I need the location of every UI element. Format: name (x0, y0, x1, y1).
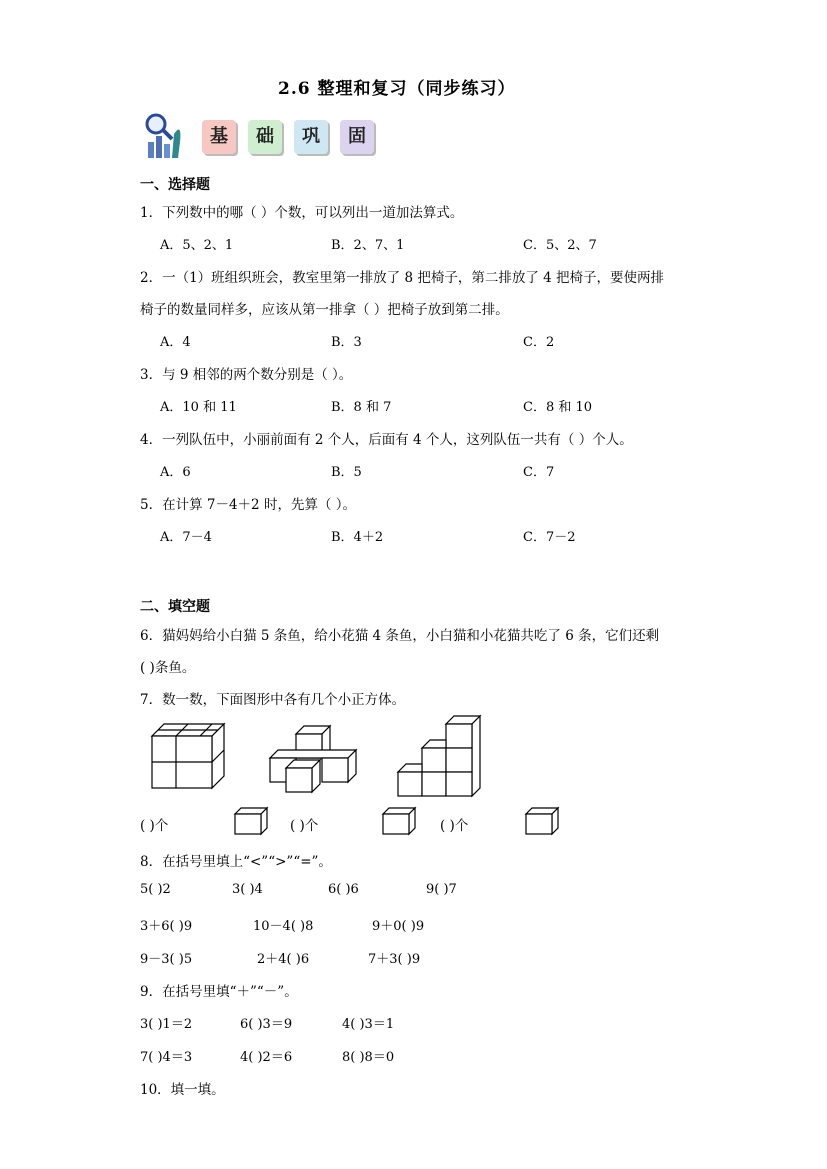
q8-item[interactable]: 6( )6 (328, 882, 359, 897)
question-7: 7．数一数，下面图形中各有几个小正方体。 (140, 692, 406, 708)
q1-option-b: B．2、7、1 (331, 238, 405, 253)
q8-item[interactable]: 9－3( )5 (140, 952, 193, 967)
q8-item[interactable]: 7＋3( )9 (368, 952, 421, 967)
cube-figure-2 (270, 726, 356, 792)
cube-figure-3 (398, 716, 480, 796)
q8-item[interactable]: 9( )7 (426, 882, 457, 897)
section-banner (140, 112, 400, 162)
q9-item[interactable]: 4( )2＝6 (240, 1050, 293, 1065)
banner-char-2: 础 (248, 120, 282, 154)
small-cube-icon (524, 806, 562, 836)
question-2-line2: 椅子的数量同样多，应该从第一排拿（ ）把椅子放到第二排。 (140, 302, 509, 318)
question-6-line2: ( )条鱼。 (140, 660, 196, 676)
q9-item[interactable]: 6( )3＝9 (240, 1017, 293, 1032)
question-9: 9．在括号里填“＋”“－”。 (140, 984, 298, 1000)
question-10: 10．填一填。 (140, 1082, 225, 1098)
section-heading-fill: 二、填空题 (140, 599, 210, 615)
q7-blank-2[interactable]: ( )个 (290, 818, 319, 834)
q8-item[interactable]: 5( )2 (140, 882, 171, 897)
q2-option-b: B．3 (331, 335, 362, 350)
q9-item[interactable]: 8( )8＝0 (342, 1050, 395, 1065)
q3-option-a: A．10 和 11 (160, 400, 237, 415)
question-5: 5．在计算 7－4＋2 时，先算（ ）。 (140, 497, 356, 513)
q5-option-c: C．7－2 (523, 530, 576, 545)
q4-option-a: A．6 (160, 465, 191, 480)
q8-item[interactable]: 9＋0( )9 (372, 919, 425, 934)
q9-item[interactable]: 3( )1＝2 (140, 1017, 193, 1032)
page-title: 2.6 整理和复习（同步练习） (278, 79, 516, 99)
q8-item[interactable]: 10－4( )8 (253, 919, 314, 934)
q4-option-c: C．7 (523, 465, 555, 480)
q3-option-c: C．8 和 10 (523, 400, 593, 415)
cube-figure-1 (152, 724, 224, 788)
banner-char-4: 固 (340, 120, 374, 154)
q5-option-a: A．7－4 (160, 530, 212, 545)
small-cube-icon (381, 806, 419, 836)
q8-item[interactable]: 3＋6( )9 (140, 919, 193, 934)
q1-option-c: C．5、2、7 (523, 238, 597, 253)
q9-item[interactable]: 4( )3＝1 (342, 1017, 395, 1032)
q1-option-a: A．5、2、1 (160, 238, 234, 253)
q8-item[interactable]: 2＋4( )6 (257, 952, 310, 967)
q3-option-b: B．8 和 7 (331, 400, 392, 415)
q9-item[interactable]: 7( )4＝3 (140, 1050, 193, 1065)
q7-blank-1[interactable]: ( )个 (140, 818, 169, 834)
question-1: 1．下列数中的哪（ ）个数，可以列出一道加法算式。 (140, 205, 464, 221)
banner-char-3: 巩 (294, 120, 328, 154)
question-2-line1: 2．一（1）班组织班会，教室里第一排放了 8 把椅子，第二排放了 4 把椅子，要使两排 (140, 270, 665, 286)
magnifier-chart-icon (140, 112, 196, 162)
q2-option-a: A．4 (160, 335, 191, 350)
section-heading-choice: 一、选择题 (140, 177, 210, 193)
question-3: 3．与 9 相邻的两个数分别是（ ）。 (140, 367, 353, 383)
q4-option-b: B．5 (331, 465, 362, 480)
cube-figures (140, 712, 580, 802)
q7-blank-3[interactable]: ( )个 (440, 818, 469, 834)
question-6-line1: 6．猫妈妈给小白猫 5 条鱼，给小花猫 4 条鱼，小白猫和小花猫共吃了 6 条，它们还剩 (140, 628, 660, 644)
q8-item[interactable]: 3( )4 (232, 882, 263, 897)
small-cube-icon (233, 806, 271, 836)
q2-option-c: C．2 (523, 335, 555, 350)
banner-char-1: 基 (202, 120, 236, 154)
question-4: 4．一列队伍中，小丽前面有 2 个人，后面有 4 个人，这列队伍一共有（ ）个人。 (140, 432, 633, 448)
q5-option-b: B．4＋2 (331, 530, 384, 545)
question-8: 8．在括号里填上“<”“>”“=”。 (140, 854, 332, 870)
